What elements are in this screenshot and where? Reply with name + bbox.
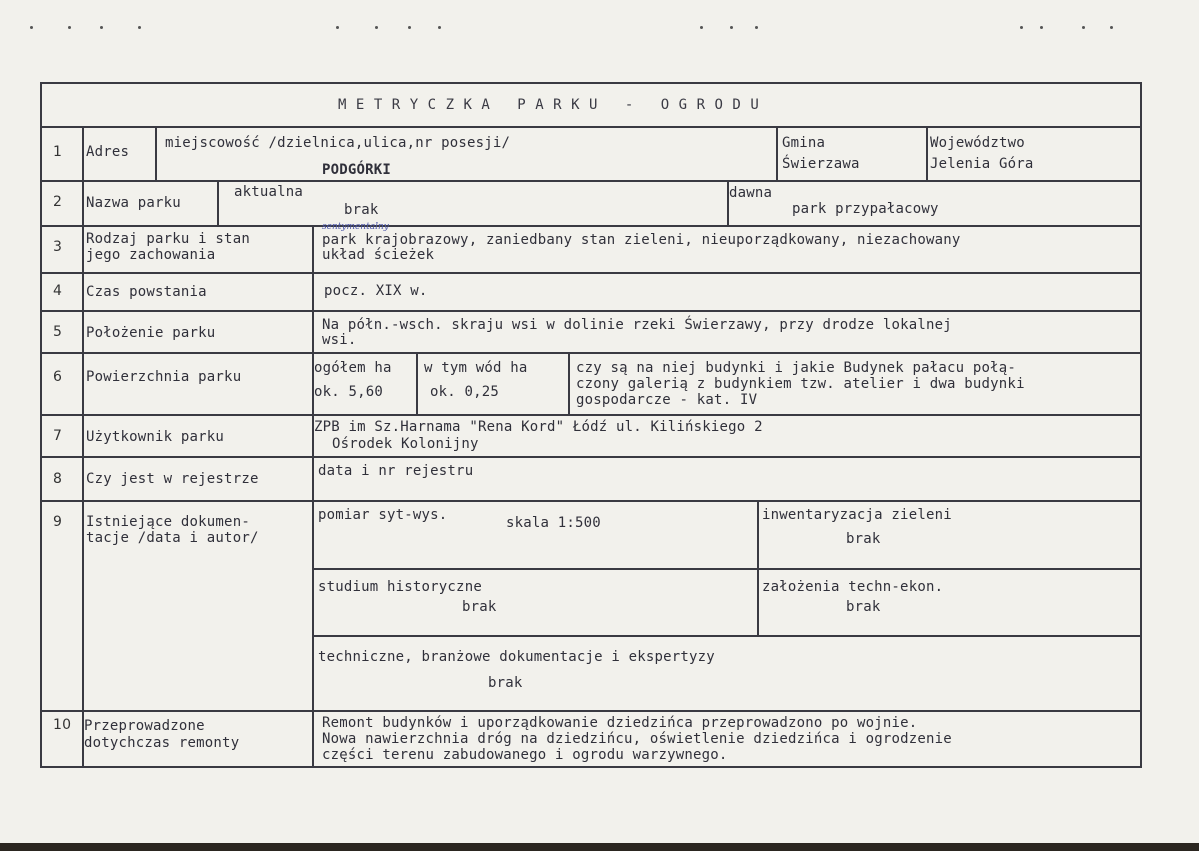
row-label: Istniejące dokumen- (86, 514, 250, 530)
page-title: METRYCZKA PARKU - OGRODU (338, 97, 769, 113)
creation-time-value: pocz. XIX w. (324, 283, 428, 299)
voivodeship-value: Jelenia Góra (930, 156, 1034, 172)
locality-value: PODGÓRKI (322, 162, 392, 178)
survey-plan-label: pomiar syt-wys. (318, 507, 448, 523)
row-label: Użytkownik parku (86, 429, 225, 445)
row-label: Czas powstania (86, 284, 207, 300)
row-label: dotychczas remonty (84, 735, 240, 751)
park-type-value: układ ścieżek (322, 247, 435, 263)
renovations-value: części terenu zabudowanego i ogrodu warzywnego. (322, 747, 728, 763)
location-value: wsi. (322, 332, 357, 348)
row-number: 4 (53, 283, 63, 299)
former-name-value: park przypałacowy (792, 201, 939, 217)
renovations-value: Nowa nawierzchnia dróg na dziedzińcu, oświetlenie dziedzińca i ogrodzenie (322, 731, 952, 747)
buildings-value: czy są na niej budynki i jakie Budynek pałacu połą- (576, 360, 1017, 376)
current-name-label: aktualna (234, 184, 304, 200)
gmina-label: Gmina (782, 135, 826, 151)
voivodeship-label: Województwo (930, 135, 1025, 151)
row-number: 9 (53, 514, 63, 530)
greenery-inventory-label: inwentaryzacja zieleni (762, 507, 952, 523)
expertise-value: brak (488, 675, 523, 691)
location-value: Na półn.-wsch. skraju wsi w dolinie rzeki Świerzawy, przy drodze lokalnej (322, 317, 952, 333)
user-value: Ośrodek Kolonijny (332, 436, 479, 452)
park-type-value: park krajobrazowy, zaniedbany stan zieleni, nieuporządkowany, niezachowany (322, 232, 961, 248)
row-label: Przeprowadzone (84, 718, 205, 734)
row-number: 8 (53, 471, 63, 487)
row-number: 10 (53, 717, 72, 733)
row-label: Położenie parku (86, 325, 216, 341)
row-label: tacje /data i autor/ (86, 530, 259, 546)
row-label: Rodzaj parku i stan (86, 231, 250, 247)
water-area-value: ok. 0,25 (430, 384, 500, 400)
register-field-label: data i nr rejestru (318, 463, 474, 479)
gmina-value: Świerzawa (782, 156, 860, 172)
tech-econ-label: założenia techn-ekon. (762, 579, 944, 595)
row-number: 6 (53, 369, 63, 385)
row-label: Czy jest w rejestrze (86, 471, 259, 487)
row-number: 7 (53, 428, 63, 444)
historical-study-value: brak (462, 599, 497, 615)
row-number: 2 (53, 194, 63, 210)
locality-field-label: miejscowość /dzielnica,ulica,nr posesji/ (165, 135, 511, 151)
row-label: jego zachowania (86, 247, 216, 263)
top-punch-marks (30, 26, 1170, 38)
buildings-value: czony galerią z budynkiem tzw. atelier i dwa budynki (576, 376, 1025, 392)
renovations-value: Remont budynków i uporządkowanie dziedzińca przeprowadzono po wojnie. (322, 715, 918, 731)
total-area-label: ogółem ha (314, 360, 392, 376)
expertise-label: techniczne, branżowe dokumentacje i ekspertyzy (318, 649, 715, 665)
handwritten-annotation: sentymentalny (322, 222, 389, 232)
row-label: Nazwa parku (86, 195, 181, 211)
survey-plan-scale: skala 1:500 (506, 515, 601, 531)
former-name-label: dawna (729, 185, 773, 201)
buildings-value: gospodarcze - kat. IV (576, 392, 758, 408)
historical-study-label: studium historyczne (318, 579, 482, 595)
row-label: Powierzchnia parku (86, 369, 242, 385)
scan-edge (0, 843, 1199, 851)
row-number: 5 (53, 324, 63, 340)
total-area-value: ok. 5,60 (314, 384, 384, 400)
row-number: 1 (53, 144, 63, 160)
water-area-label: w tym wód ha (424, 360, 528, 376)
tech-econ-value: brak (846, 599, 881, 615)
user-value: ZPB im Sz.Harnama "Rena Kord" Łódź ul. Kilińskiego 2 (314, 419, 763, 435)
greenery-inventory-value: brak (846, 531, 881, 547)
current-name-value: brak (344, 202, 379, 218)
row-number: 3 (53, 239, 63, 255)
row-label: Adres (86, 144, 130, 160)
